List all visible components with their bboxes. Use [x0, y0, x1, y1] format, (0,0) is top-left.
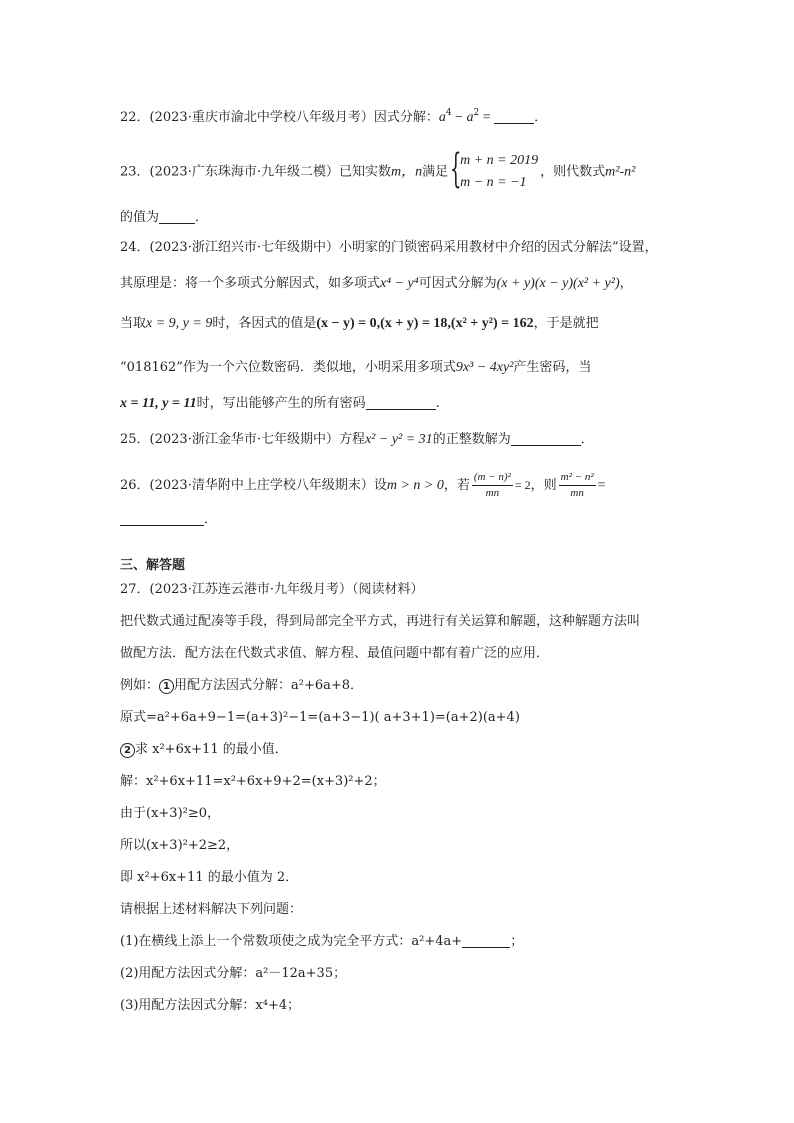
q26-eq: = — [597, 478, 606, 493]
q22-minus: − — [451, 110, 467, 125]
q24-line4 — [120, 358, 591, 378]
q27-sub-1-text: (1)在横线上添上一个常数项使之成为完全平方式：a²+4a+ — [120, 934, 463, 949]
q27-example-2 — [120, 740, 288, 760]
q24-answer-blank[interactable] — [366, 395, 436, 410]
q22-eq: = — [479, 110, 495, 125]
q25-answer-blank[interactable] — [511, 431, 581, 446]
q23-eq2: m − n = −1 — [460, 175, 527, 190]
q24-line3-vals: x = 9, y = 9 — [146, 316, 213, 331]
q22-exp2: 2 — [473, 108, 480, 118]
q27-sub-3: (3)用配方法因式分解：x⁴+4； — [120, 998, 301, 1013]
q24-line5-end: . — [435, 396, 440, 411]
q26-answer-blank[interactable] — [120, 511, 204, 526]
q24-line1: 24．(2023·浙江绍兴市·七年级期中）小明家的门锁密码采用教材中介绍的因式分解法”设置， — [120, 240, 658, 255]
q22-exp4: 4 — [445, 108, 452, 118]
q26-frac2-den: mn — [570, 487, 584, 499]
q23-end: ． — [195, 210, 209, 225]
q24-line4-expr: 9x³ − 4xy² — [455, 360, 514, 375]
q24-line2 — [120, 274, 633, 294]
q26-frac2-num: m² − n² — [559, 470, 596, 486]
q26-eq2: = 2 — [514, 478, 531, 492]
q22-prefix: 22．(2023·重庆市渝北中学校八年级月考）因式分解： — [120, 110, 439, 125]
q24-line4-text: “018162”作为一个六位数密码．类似地，小明采用多项式 — [120, 360, 456, 375]
q26-prefix: 26．(2023·清华附中上庄学校八年级期末）设 — [120, 478, 387, 493]
q24-line2-text2: 可因式分解为 — [418, 276, 497, 291]
q25-expr: x² − y² = 31 — [364, 432, 433, 447]
q27-paragraph-1: 把代数式通过配凑等手段，得到局部完全平方式，再进行有关运算和解题，这种解题方法叫 — [120, 614, 641, 629]
q24-line2-text: 其原理是：将一个多项式分解因式，如多项式 — [120, 276, 381, 291]
q22-expr-a1: a — [438, 110, 446, 125]
q26-end: ． — [204, 512, 218, 527]
q27-sub-1-blank[interactable] — [462, 933, 510, 948]
question-26 — [120, 468, 606, 503]
q27-example-1-text: 用配方法因式分解：a²+6a+8． — [174, 678, 364, 693]
q27-sub-2: (2)用配方法因式分解：a²－12a+35； — [120, 966, 347, 981]
q24-line4-end: 产生密码，当 — [513, 360, 592, 375]
question-26-line2 — [120, 510, 217, 530]
q23-eq1: m + n = 2019 — [460, 153, 539, 168]
q23-prefix: 23．(2023·广东珠海市·九年级二模）已知实数 — [120, 164, 391, 180]
q26-fraction-2 — [559, 470, 596, 501]
q27-title: 27．(2023·江苏连云港市·九年级月考）（阅读材料） — [120, 582, 424, 597]
q24-line2-fact: (x + y)(x − y)(x² + y²) — [496, 276, 620, 291]
q27-example-label: 例如： — [120, 678, 160, 693]
q26-frac1-den: mn — [485, 487, 500, 499]
question-22 — [120, 108, 547, 128]
q27-solution-3: 所以(x+3)²+2≥2， — [120, 838, 240, 853]
circled-two-icon: 2 — [120, 743, 135, 758]
q24-line2-end: ， — [619, 276, 633, 291]
question-25 — [120, 430, 594, 450]
q27-paragraph-2: 做配方法．配方法在代数式求值、解方程、最值问题中都有着广泛的应用． — [120, 646, 550, 661]
q23-answer-blank[interactable] — [159, 209, 195, 224]
q26-condition: m > n > 0 — [386, 478, 444, 493]
q23-line2: 的值为 — [120, 210, 160, 225]
q22-expr-a2: a — [466, 110, 474, 125]
q24-line3 — [120, 314, 599, 334]
q26-mid2: ，则 — [530, 478, 557, 493]
q25-end: ． — [580, 432, 594, 447]
q27-ask: 请根据上述材料解决下列问题： — [120, 902, 303, 917]
q27-example-1 — [120, 676, 363, 696]
q24-line3-text2: 时，各因式的值是 — [212, 316, 317, 331]
q24-line5-vals: x = 11, y = 11 — [120, 396, 197, 411]
q24-line2-expr: x⁴ − y⁴ — [380, 276, 419, 291]
q27-example-2-text: 求 x²+6x+11 的最小值． — [135, 742, 288, 757]
q23-expr: m²-n² — [605, 164, 636, 180]
q27-sub-1-end: ； — [510, 934, 524, 949]
q26-frac1-num: (m − n)² — [472, 470, 513, 486]
q27-solution-4: 即 x²+6x+11 的最小值为 2． — [120, 870, 299, 885]
question-23-line2 — [120, 208, 208, 228]
question-23 — [120, 146, 636, 195]
q24-line3-text: 当取 — [120, 316, 147, 331]
q25-prefix: 25．(2023·浙江金华市·七年级期中）方程 — [120, 432, 365, 447]
q22-end: ． — [534, 110, 548, 125]
brace-icon: { — [450, 146, 462, 192]
circled-one-icon: 1 — [159, 679, 174, 694]
q27-example-1-solution: 原式=a²+6a+9−1=(a+3)²−1=(a+3−1)( a+3+1)=(a+2)(a+4) — [120, 710, 520, 725]
section-heading: 三、解答题 — [120, 558, 186, 573]
q26-mid1: ，若 — [443, 478, 470, 493]
q23-mid: 满足 — [422, 164, 449, 180]
q24-line3-end: ，于是就把 — [533, 316, 599, 331]
q26-fraction-1 — [472, 470, 513, 501]
q23-vars: m，n — [390, 164, 423, 180]
q23-suffix: ，则代数式 — [540, 164, 606, 180]
q22-answer-blank[interactable] — [494, 109, 534, 124]
q24-line3-result: (x − y) = 0,(x + y) = 18,(x² + y²) = 162 — [316, 316, 534, 331]
q27-solution-2: 由于(x+3)²≥0， — [120, 806, 221, 821]
q24-line5 — [120, 394, 440, 414]
q27-solution-1: 解：x²+6x+11=x²+6x+9+2=(x+3)²+2； — [120, 774, 386, 789]
q25-suffix: 的正整数解为 — [432, 432, 511, 447]
q24-line5-text: 时，写出能够产生的所有密码 — [196, 396, 366, 411]
q23-equation-system — [450, 146, 539, 194]
q27-sub-1 — [120, 932, 523, 952]
